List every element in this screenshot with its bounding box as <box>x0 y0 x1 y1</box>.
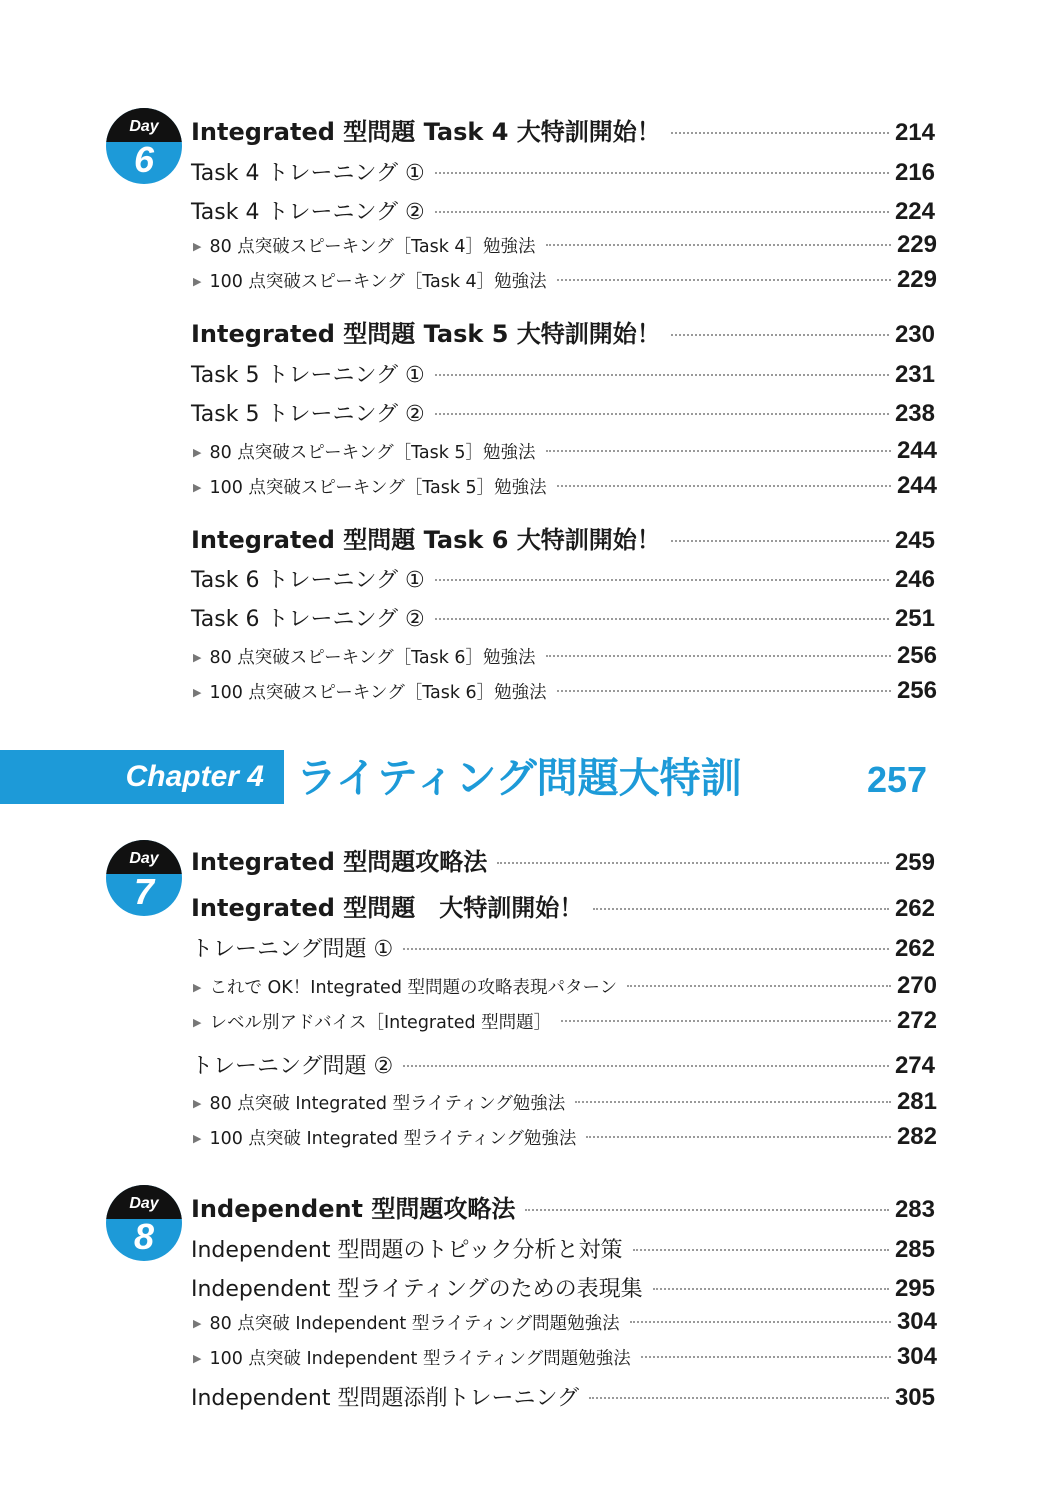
toc-entry-label: トレーニング問題 ② <box>191 1054 394 1079</box>
toc-entry[interactable] <box>191 1233 935 1264</box>
toc-entry[interactable] <box>191 520 935 555</box>
toc-entry-label: Integrated 型問題 Task 6 大特訓開始！ <box>191 526 661 554</box>
toc-entry-label: ▶ 100 点突破 Integrated 型ライティング勉強法 <box>193 1125 576 1150</box>
leader-dots <box>627 985 891 987</box>
day-6-badge-number: 6 <box>133 139 155 180</box>
toc-entry-label: トレーニング問題 ① <box>191 937 394 962</box>
toc-entry-page: 251 <box>894 605 935 632</box>
toc-entry-page: 283 <box>894 1196 935 1223</box>
toc-entry[interactable] <box>191 1049 935 1080</box>
toc-entry-page: 282 <box>896 1123 937 1150</box>
chapter-label: Chapter 4 <box>125 760 264 793</box>
toc-entry-page: 304 <box>896 1308 937 1335</box>
leader-dots <box>653 1288 889 1290</box>
leader-dots <box>557 485 891 487</box>
toc-entry-label: ▶ 100 点突破スピーキング［Task 4］勉強法 <box>193 268 547 293</box>
leader-dots <box>671 334 889 336</box>
toc-entry-label: Task 5 トレーニング ① <box>191 363 425 388</box>
day-7-badge-number: 7 <box>133 871 155 912</box>
leader-dots <box>586 1136 891 1138</box>
day-6-badge-label: Day <box>106 108 182 142</box>
leader-dots <box>546 244 891 246</box>
toc-entry-label: ▶ レベル別アドバイス［Integrated 型問題］ <box>193 1009 551 1034</box>
toc-entry[interactable] <box>193 642 937 670</box>
leader-dots <box>557 279 891 281</box>
toc-entry[interactable] <box>193 266 937 294</box>
toc-entry[interactable] <box>193 437 937 465</box>
toc-entry-page: 262 <box>894 895 935 922</box>
toc-entry-page: 229 <box>896 266 937 293</box>
toc-entry-label: ▶ これで OK！Integrated 型問題の攻略表現パターン <box>193 974 617 999</box>
toc-entry-page: 214 <box>894 119 935 146</box>
toc-entry-page: 245 <box>894 527 935 554</box>
leader-dots <box>641 1356 891 1358</box>
toc-entry-label: ▶ 80 点突破スピーキング［Task 4］勉強法 <box>193 233 536 258</box>
toc-entry[interactable] <box>193 972 937 1000</box>
toc-entry-label: Task 5 トレーニング ② <box>191 402 425 427</box>
day-8-badge <box>106 1185 182 1261</box>
leader-dots <box>546 450 891 452</box>
toc-entry-label: ▶ 80 点突破スピーキング［Task 5］勉強法 <box>193 439 536 464</box>
leader-dots <box>630 1321 891 1323</box>
toc-entry-page: 281 <box>896 1088 937 1115</box>
toc-entry[interactable] <box>193 231 937 259</box>
toc-entry-page: 304 <box>896 1343 937 1370</box>
leader-dots <box>525 1209 889 1211</box>
toc-entry-label: ▶ 80 点突破 Independent 型ライティング問題勉強法 <box>193 1310 620 1335</box>
toc-entry-page: 256 <box>896 677 937 704</box>
toc-entry-label: Integrated 型問題 Task 5 大特訓開始！ <box>191 320 661 348</box>
toc-entry-page: 229 <box>896 231 937 258</box>
toc-entry[interactable] <box>193 472 937 500</box>
toc-entry[interactable] <box>191 602 935 633</box>
toc-entry-page: 244 <box>896 437 937 464</box>
toc-entry-page: 244 <box>896 472 937 499</box>
toc-entry[interactable] <box>191 563 935 594</box>
toc-entry[interactable] <box>191 842 935 877</box>
toc-entry-label: ▶ 80 点突破スピーキング［Task 6］勉強法 <box>193 644 536 669</box>
toc-entry-page: 295 <box>894 1275 935 1302</box>
toc-entry-page: 274 <box>894 1052 935 1079</box>
chapter-band <box>0 750 284 804</box>
chapter-page: 257 <box>867 759 928 800</box>
toc-entry-label: ▶ 100 点突破スピーキング［Task 5］勉強法 <box>193 474 547 499</box>
leader-dots <box>546 655 891 657</box>
toc-entry-page: 305 <box>894 1384 935 1411</box>
toc-entry[interactable] <box>191 156 935 187</box>
toc-entry-page: 224 <box>894 198 935 225</box>
toc-entry[interactable] <box>193 1343 937 1371</box>
toc-entry-label: ▶ 100 点突破 Independent 型ライティング問題勉強法 <box>193 1345 631 1370</box>
toc-entry[interactable] <box>191 888 935 923</box>
toc-entry[interactable] <box>193 1308 937 1336</box>
toc-entry[interactable] <box>193 1123 937 1151</box>
toc-entry-label: Task 6 トレーニング ① <box>191 568 425 593</box>
toc-entry-page: 216 <box>894 159 935 186</box>
leader-dots <box>589 1397 889 1399</box>
toc-entry-label: ▶ 80 点突破 Integrated 型ライティング勉強法 <box>193 1090 565 1115</box>
toc-entry-label: Independent 型問題添削トレーニング <box>191 1386 579 1411</box>
toc-entry-page: 270 <box>896 972 937 999</box>
toc-entry[interactable] <box>191 1189 935 1224</box>
leader-dots <box>403 1065 889 1067</box>
toc-entry[interactable] <box>191 358 935 389</box>
chapter-title[interactable]: ライティング問題大特訓 <box>296 754 742 802</box>
toc-entry[interactable] <box>191 1272 935 1303</box>
toc-entry-label: Task 4 トレーニング ② <box>191 200 425 225</box>
toc-entry-label: Integrated 型問題 大特訓開始！ <box>191 894 584 922</box>
day-8-badge-number: 8 <box>133 1216 155 1257</box>
toc-entry[interactable] <box>193 1007 937 1035</box>
toc-entry-page: 285 <box>894 1236 935 1263</box>
leader-dots <box>593 908 889 910</box>
toc-entry-page: 256 <box>896 642 937 669</box>
toc-entry[interactable] <box>191 314 935 349</box>
leader-dots <box>671 540 889 542</box>
leader-dots <box>435 579 889 581</box>
toc-entry-page: 238 <box>894 400 935 427</box>
toc-entry[interactable] <box>191 397 935 428</box>
leader-dots <box>435 618 889 620</box>
leader-dots <box>575 1101 891 1103</box>
leader-dots <box>633 1249 889 1251</box>
toc-entry-label: Integrated 型問題攻略法 <box>191 848 488 876</box>
day-8-badge-label: Day <box>106 1185 182 1219</box>
toc-entry-label: Independent 型問題攻略法 <box>191 1195 516 1223</box>
leader-dots <box>497 862 889 864</box>
toc-entry[interactable] <box>193 677 937 705</box>
toc-entry[interactable] <box>191 112 935 147</box>
day-7-badge <box>106 840 182 916</box>
toc-entry[interactable] <box>191 932 935 963</box>
toc-entry-page: 246 <box>894 566 935 593</box>
leader-dots <box>435 374 889 376</box>
toc-entry-page: 262 <box>894 935 935 962</box>
toc-entry-page: 230 <box>894 321 935 348</box>
toc-entry-page: 231 <box>894 361 935 388</box>
leader-dots <box>435 413 889 415</box>
leader-dots <box>671 132 889 134</box>
toc-entry-label: Task 6 トレーニング ② <box>191 607 425 632</box>
leader-dots <box>557 690 891 692</box>
day-7-badge-label: Day <box>106 840 182 874</box>
day-6-badge <box>106 108 182 184</box>
toc-entry-page: 272 <box>896 1007 937 1034</box>
toc-entry-label: Integrated 型問題 Task 4 大特訓開始！ <box>191 118 661 146</box>
leader-dots <box>435 211 889 213</box>
toc-entry-page: 259 <box>894 849 935 876</box>
leader-dots <box>435 172 889 174</box>
toc-entry[interactable] <box>193 1088 937 1116</box>
toc-entry-label: Task 4 トレーニング ① <box>191 161 425 186</box>
toc-entry[interactable] <box>191 195 935 226</box>
leader-dots <box>403 948 889 950</box>
toc-entry-label: ▶ 100 点突破スピーキング［Task 6］勉強法 <box>193 679 547 704</box>
toc-entry-label: Independent 型問題のトピック分析と対策 <box>191 1238 623 1263</box>
toc-entry[interactable] <box>191 1381 935 1412</box>
toc-entry-label: Independent 型ライティングのための表現集 <box>191 1277 643 1302</box>
leader-dots <box>561 1020 891 1022</box>
